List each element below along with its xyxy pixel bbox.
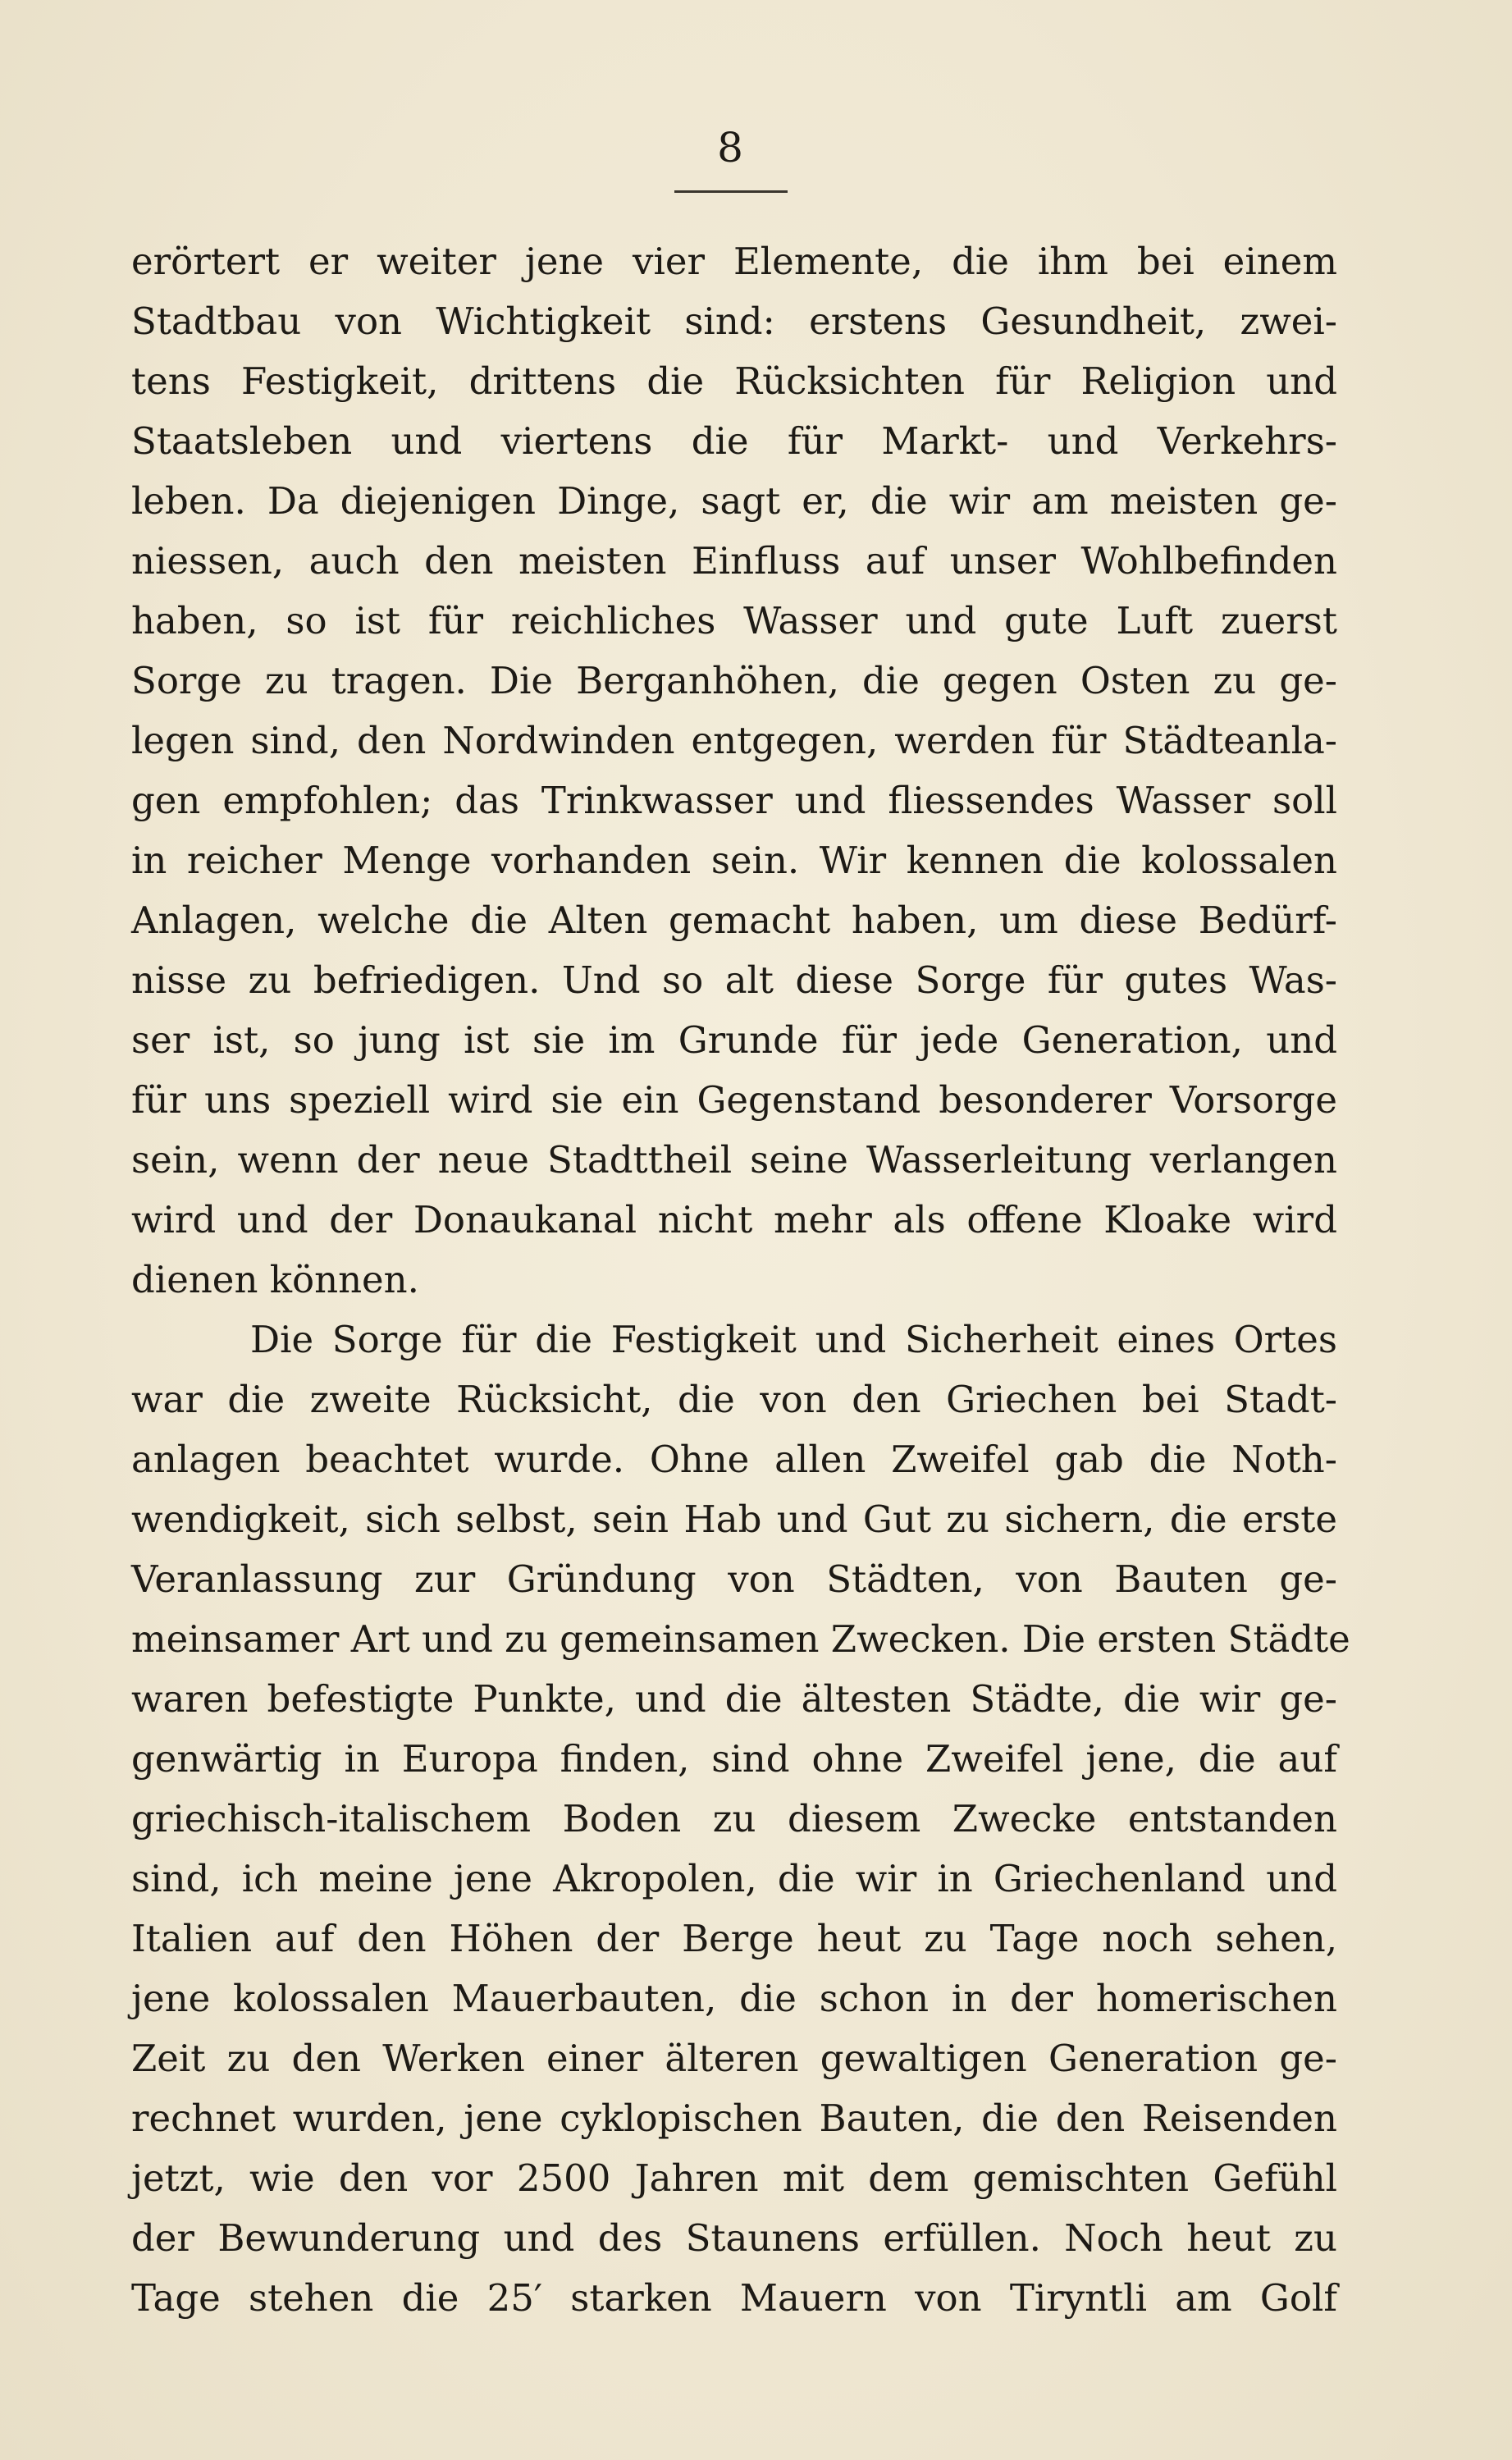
text-line: niessen, auch den meisten Einfluss auf unser Wohlbefinden xyxy=(131,539,1337,583)
text-line: meinsamer Art und zu gemeinsamen Zwecken. Die ersten Städte xyxy=(131,1617,1350,1661)
text-line: wird und der Donaukanal nicht mehr als offene Kloake wird xyxy=(131,1198,1337,1241)
text-line: Stadtbau von Wichtigkeit sind: erstens Gesundheit, zwei- xyxy=(131,299,1337,343)
text-line: dienen können. xyxy=(131,1258,419,1301)
text-line: war die zweite Rücksicht, die von den Griechen bei Stadt- xyxy=(131,1378,1337,1421)
text-line: wendigkeit, sich selbst, sein Hab und Gut zu sichern, die erste xyxy=(131,1497,1337,1541)
text-line: waren befestigte Punkte, und die ältesten Städte, die wir ge- xyxy=(131,1677,1337,1721)
text-line: nisse zu befriedigen. Und so alt diese Sorge für gutes Was- xyxy=(131,958,1337,1002)
text-line: Veranlassung zur Gründung von Städten, von Bauten ge- xyxy=(131,1557,1337,1601)
text-line: Sorge zu tragen. Die Berganhöhen, die gegen Osten zu ge- xyxy=(131,659,1337,702)
text-line: jetzt, wie den vor 2500 Jahren mit dem gemischten Gefühl xyxy=(131,2156,1337,2200)
text-line: leben. Da diejenigen Dinge, sagt er, die wir am meisten ge- xyxy=(131,479,1337,523)
text-line: der Bewunderung und des Staunens erfüllen. Noch heut zu xyxy=(131,2216,1337,2260)
text-line: Italien auf den Höhen der Berge heut zu Tage noch sehen, xyxy=(131,1917,1337,1960)
text-line: haben, so ist für reichliches Wasser und gute Luft zuerst xyxy=(131,599,1337,642)
text-line: anlagen beachtet wurde. Ohne allen Zweifel gab die Noth- xyxy=(131,1438,1337,1481)
text-line: griechisch-italischem Boden zu diesem Zwecke entstanden xyxy=(131,1797,1337,1840)
text-line: legen sind, den Nordwinden entgegen, werden für Städteanla- xyxy=(131,719,1337,762)
text-line: sind, ich meine jene Akropolen, die wir in Griechenland und xyxy=(131,1857,1337,1900)
text-line: jene kolossalen Mauerbauten, die schon in der homerischen xyxy=(131,1977,1337,2020)
body-text xyxy=(131,231,1350,2328)
header-rule xyxy=(674,190,788,193)
text-line: in reicher Menge vorhanden sein. Wir kennen die kolossalen xyxy=(131,839,1337,882)
text-line: ser ist, so jung ist sie im Grunde für jede Generation, und xyxy=(131,1018,1337,1062)
text-line: rechnet wurden, jene cyklopischen Bauten, die den Reisenden xyxy=(131,2096,1337,2140)
text-line: Staatsleben und viertens die für Markt- und Verkehrs- xyxy=(131,419,1337,463)
page-number: 8 xyxy=(717,124,743,171)
text-line: tens Festigkeit, drittens die Rücksichten für Religion und xyxy=(131,359,1337,403)
text-line: gen empfohlen; das Trinkwasser und fliessendes Wasser soll xyxy=(131,779,1337,822)
text-line: Tage stehen die 25′ starken Mauern von Tiryntli am Golf xyxy=(131,2276,1337,2320)
text-line: Die Sorge für die Festigkeit und Sicherheit eines Ortes xyxy=(250,1318,1337,1361)
text-line: erörtert er weiter jene vier Elemente, die ihm bei einem xyxy=(131,240,1337,283)
text-line: genwärtig in Europa finden, sind ohne Zweifel jene, die auf xyxy=(131,1737,1337,1781)
text-line: für uns speziell wird sie ein Gegenstand besonderer Vorsorge xyxy=(131,1078,1337,1122)
text-line: Zeit zu den Werken einer älteren gewaltigen Generation ge- xyxy=(131,2037,1337,2080)
text-line: sein, wenn der neue Stadttheil seine Wasserleitung verlangen xyxy=(131,1138,1337,1182)
text-line: Anlagen, welche die Alten gemacht haben, um diese Bedürf- xyxy=(131,898,1337,942)
